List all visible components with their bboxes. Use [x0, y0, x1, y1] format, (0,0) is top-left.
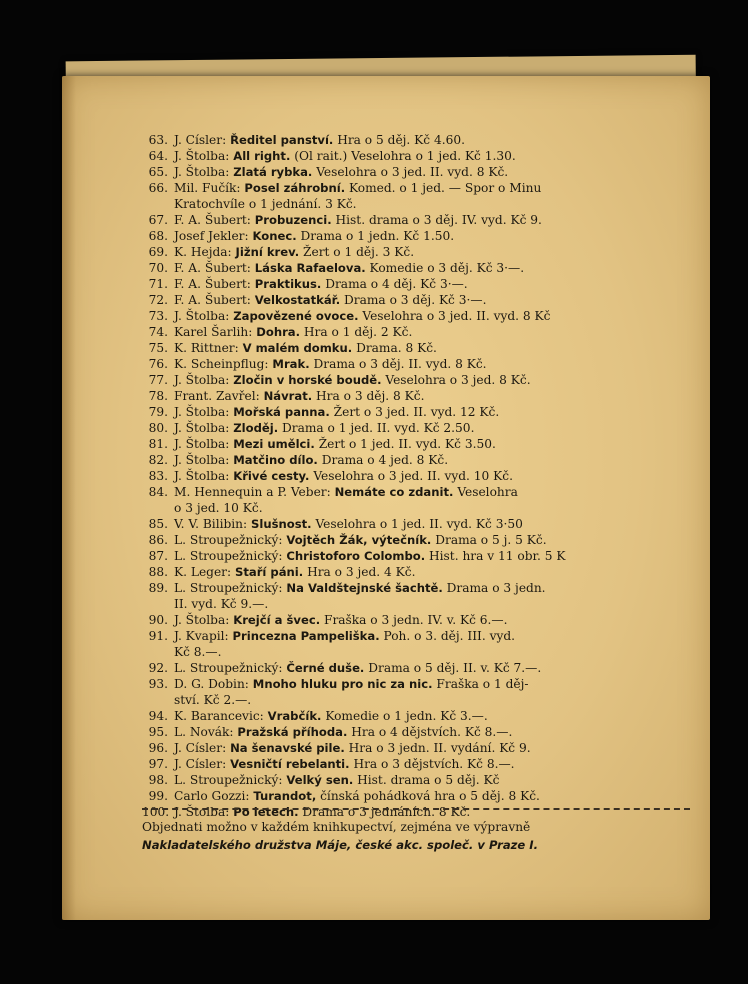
entry-number: 100.: [142, 805, 170, 819]
entry-author: J. Císler:: [174, 757, 227, 771]
entry-title: Návrat.: [263, 389, 313, 403]
entry-author: D. G. Dobin:: [174, 677, 249, 691]
catalog-entry: [142, 612, 704, 628]
entry-text: [174, 132, 704, 148]
entry-number: 63.: [148, 133, 168, 147]
entry-title: Princezna Pampeliška.: [232, 629, 380, 643]
entry-text: [174, 180, 704, 212]
entry-author: L. Stroupežnický:: [174, 533, 283, 547]
entry-number: 67.: [148, 213, 168, 227]
entry-number: 72.: [148, 293, 168, 307]
catalog-entry: [142, 708, 704, 724]
catalog-entry: [142, 484, 704, 516]
entry-details: Žert o 1 děj. 3 Kč.: [303, 245, 415, 259]
entry-title: V malém domku.: [242, 341, 353, 355]
entry-author: J. Císler:: [174, 133, 227, 147]
catalog-entry: [142, 356, 704, 372]
entry-details: Hra o 3 děj. 8 Kč.: [316, 389, 425, 403]
entry-number: 69.: [148, 245, 168, 259]
entry-text: [174, 452, 704, 468]
entry-number: 91.: [148, 629, 168, 643]
entry-details: Hist. drama o 5 děj. Kč: [357, 773, 500, 787]
entry-number: 82.: [148, 453, 168, 467]
entry-details: Veselohra o 3 jed. II. vyd. 8 Kč: [362, 309, 551, 323]
entry-author: L. Stroupežnický:: [174, 661, 283, 675]
catalog-entry: [142, 724, 704, 740]
entry-title: Mrak.: [272, 357, 310, 371]
entry-title: Dohra.: [256, 325, 301, 339]
entry-text: [174, 308, 704, 324]
entry-text: [174, 740, 704, 756]
entry-details: čínská pohádková hra o 5 děj. 8 Kč.: [320, 789, 540, 803]
catalog-entry: [142, 468, 704, 484]
entry-text: [174, 404, 704, 420]
entry-title: Turandot,: [253, 789, 317, 803]
entry-number: 94.: [148, 709, 168, 723]
entry-details: Veselohra o 3 jed. II. vyd. 8 Kč.: [316, 165, 509, 179]
entry-number: 70.: [148, 261, 168, 275]
entry-details: Drama o 5 j. 5 Kč.: [435, 533, 547, 547]
entry-title: Po letech.: [233, 805, 299, 819]
entry-author: M. Hennequin a P. Veber:: [174, 485, 331, 499]
catalog-entry: [142, 404, 704, 420]
entry-author: V. V. Bilibin:: [174, 517, 248, 531]
entry-number: 86.: [148, 533, 168, 547]
entry-author: F. A. Šubert:: [174, 277, 251, 291]
entry-continuation: II. vyd. Kč 9.—.: [174, 597, 269, 611]
entry-title: Zloděj.: [233, 421, 279, 435]
entry-author: Frant. Zavřel:: [174, 389, 260, 403]
entry-title: Matčino dílo.: [233, 453, 318, 467]
entry-author: J. Štolba:: [174, 437, 230, 451]
catalog-entry: [142, 308, 704, 324]
entry-number: 73.: [148, 309, 168, 323]
entry-title: Na Valdštejnské šachtě.: [286, 581, 443, 595]
entry-number: 98.: [148, 773, 168, 787]
entry-title: Zločin v horské boudě.: [233, 373, 382, 387]
entry-details: Hra o 3 jedn. II. vydání. Kč 9.: [348, 741, 531, 755]
entry-number: 83.: [148, 469, 168, 483]
catalog-entry: [142, 548, 704, 564]
entry-number: 64.: [148, 149, 168, 163]
entry-title: Na šenavské pile.: [230, 741, 345, 755]
entry-details: Fraška o 3 jedn. IV. v. Kč 6.—.: [323, 613, 508, 627]
entry-number: 66.: [148, 181, 168, 195]
entry-text: [174, 772, 704, 788]
entry-author: Carlo Gozzi:: [174, 789, 250, 803]
entry-author: J. Štolba:: [174, 421, 230, 435]
entry-author: F. A. Šubert:: [174, 213, 251, 227]
catalog-entry: [142, 148, 704, 164]
entry-continuation: Kč 8.—.: [174, 645, 222, 659]
entry-text: [174, 468, 704, 484]
entry-text: [174, 516, 704, 532]
entry-details: Hra o 1 děj. 2 Kč.: [303, 325, 413, 339]
entry-continuation: Kratochvíle o 1 jednání. 3 Kč.: [174, 197, 357, 211]
entry-text: [174, 724, 704, 740]
entry-text: [174, 420, 704, 436]
entry-number: 92.: [148, 661, 168, 675]
catalog-entry: [142, 740, 704, 756]
entry-title: Staří páni.: [234, 565, 304, 579]
catalog-entry: [142, 628, 704, 660]
entry-text: [174, 628, 704, 660]
entry-details: Hra o 3 jed. 4 Kč.: [307, 565, 416, 579]
entry-title: Vojtěch Žák, výtečník.: [286, 533, 432, 547]
entry-number: 85.: [148, 517, 168, 531]
entry-author: J. Císler:: [174, 741, 227, 755]
entry-title: Krejčí a švec.: [233, 613, 321, 627]
entry-author: K. Scheinpflug:: [174, 357, 269, 371]
entry-title: Mořská panna.: [233, 405, 330, 419]
catalog-entry: [142, 372, 704, 388]
catalog-entry: [142, 788, 704, 804]
entry-author: F. A. Šubert:: [174, 261, 251, 275]
entry-number: 90.: [148, 613, 168, 627]
entry-title: Černé duše.: [286, 661, 365, 675]
entry-number: 65.: [148, 165, 168, 179]
entry-text: [174, 484, 704, 516]
entry-number: 78.: [148, 389, 168, 403]
entry-details: Veselohra: [457, 485, 518, 499]
catalog-entry: [142, 292, 704, 308]
entry-title: All right.: [233, 149, 291, 163]
entry-number: 76.: [148, 357, 168, 371]
entry-author: K. Hejda:: [174, 245, 232, 259]
entry-title: Posel záhrobní.: [244, 181, 346, 195]
catalog-entry: [142, 180, 704, 212]
entry-details: Drama o 3 jedn.: [446, 581, 546, 595]
entry-title: Nemáte co zdanit.: [334, 485, 454, 499]
entry-details: Hra o 5 děj. Kč 4.60.: [337, 133, 465, 147]
entry-title: Vrabčík.: [267, 709, 322, 723]
entry-title: Zlatá rybka.: [233, 165, 313, 179]
entry-text: [174, 436, 704, 452]
catalog-entry: [142, 132, 704, 148]
dashed-divider: [142, 808, 690, 810]
catalog-entry: [142, 388, 704, 404]
entry-number: 74.: [148, 325, 168, 339]
catalog-entry: [142, 660, 704, 676]
entry-author: J. Štolba:: [174, 453, 230, 467]
entry-details: Drama. 8 Kč.: [356, 341, 437, 355]
entry-author: J. Štolba:: [174, 469, 230, 483]
catalog-entry: [142, 580, 704, 612]
entry-text: [174, 756, 704, 772]
entry-details: Komedie o 3 děj. Kč 3·—.: [369, 261, 525, 275]
entry-author: L. Stroupežnický:: [174, 549, 283, 563]
entry-details: Drama o 5 děj. II. v. Kč 7.—.: [368, 661, 542, 675]
entry-number: 93.: [148, 677, 168, 691]
catalog-entry: [142, 164, 704, 180]
entry-text: [174, 676, 704, 708]
entry-number: 68.: [148, 229, 168, 243]
entry-number: 97.: [148, 757, 168, 771]
entry-text: [174, 660, 704, 676]
entry-text: [174, 292, 704, 308]
entry-number: 79.: [148, 405, 168, 419]
catalog-entry: [142, 244, 704, 260]
entry-details: Komed. o 1 jed. — Spor o Minu: [348, 181, 542, 195]
entry-author: J. Štolba:: [174, 805, 230, 819]
entry-details: Hist. drama o 3 děj. IV. vyd. Kč 9.: [335, 213, 542, 227]
order-notice-line1: Objednati možno v každém knihkupectví, zejména ve výpravně: [142, 820, 531, 834]
entry-title: Christoforo Colombo.: [286, 549, 426, 563]
entry-number: 96.: [148, 741, 168, 755]
entry-title: Křivé cesty.: [233, 469, 310, 483]
catalog-list: [142, 132, 704, 820]
entry-text: [174, 340, 704, 356]
entry-title: Slušnost.: [251, 517, 312, 531]
entry-author: J. Štolba:: [174, 309, 230, 323]
catalog-entry: [142, 532, 704, 548]
catalog-entry: [142, 772, 704, 788]
catalog-entry: [142, 420, 704, 436]
entry-title: Vesničtí rebelanti.: [230, 757, 350, 771]
entry-details: Žert o 3 jed. II. vyd. 12 Kč.: [333, 405, 500, 419]
entry-details: Veselohra o 3 jed. 8 Kč.: [385, 373, 531, 387]
entry-author: J. Štolba:: [174, 613, 230, 627]
entry-number: 89.: [148, 581, 168, 595]
entry-details: Hra o 4 dějstvích. Kč 8.—.: [351, 725, 513, 739]
entry-text: [174, 708, 704, 724]
entry-title: Láska Rafaelova.: [254, 261, 366, 275]
entry-details: Veselohra o 1 jed. II. vyd. Kč 3·50: [315, 517, 523, 531]
entry-title: Zapovězené ovoce.: [233, 309, 359, 323]
entry-details: Drama o 3 jednáních. 8 Kč.: [302, 805, 471, 819]
entry-author: L. Novák:: [174, 725, 234, 739]
entry-title: Velkostatkář.: [254, 293, 341, 307]
catalog-entry: [142, 756, 704, 772]
catalog-entry: [142, 564, 704, 580]
entry-number: 81.: [148, 437, 168, 451]
entry-details: Drama o 3 děj. II. vyd. 8 Kč.: [313, 357, 487, 371]
entry-author: Josef Jekler:: [174, 229, 249, 243]
entry-details: Fraška o 1 děj-: [436, 677, 529, 691]
entry-text: [174, 580, 704, 612]
entry-details: (Ol rait.) Veselohra o 1 jed. Kč 1.30.: [294, 149, 516, 163]
entry-author: J. Štolba:: [174, 373, 230, 387]
catalog-entry: [142, 436, 704, 452]
catalog-entry: [142, 276, 704, 292]
entry-continuation: o 3 jed. 10 Kč.: [174, 501, 263, 515]
entry-text: [174, 244, 704, 260]
entry-title: Probuzenci.: [254, 213, 332, 227]
entry-text: [174, 356, 704, 372]
entry-text: [174, 532, 704, 548]
entry-author: K. Rittner:: [174, 341, 239, 355]
order-notice-line2: Nakladatelského družstva Máje, české akc. společ. v Praze I.: [142, 838, 539, 852]
entry-text: [174, 228, 704, 244]
entry-title: Velký sen.: [286, 773, 354, 787]
entry-details: Komedie o 1 jedn. Kč 3.—.: [325, 709, 488, 723]
entry-author: J. Štolba:: [174, 405, 230, 419]
entry-text: [174, 564, 704, 580]
entry-author: J. Štolba:: [174, 165, 230, 179]
entry-details: Drama o 4 děj. Kč 3·—.: [325, 277, 468, 291]
entry-details: Hra o 3 dějstvích. Kč 8.—.: [353, 757, 515, 771]
catalog-entry: [142, 212, 704, 228]
entry-number: 95.: [148, 725, 168, 739]
entry-text: [174, 164, 704, 180]
catalog-entry: [142, 260, 704, 276]
entry-author: J. Kvapil:: [174, 629, 229, 643]
entry-details: Žert o 1 jed. II. vyd. Kč 3.50.: [318, 437, 496, 451]
entry-number: 87.: [148, 549, 168, 563]
catalog-entry: [142, 228, 704, 244]
entry-title: Mezi umělci.: [233, 437, 315, 451]
order-notice: [142, 818, 702, 854]
catalog-page: [62, 76, 710, 920]
entry-author: K. Barancevic:: [174, 709, 264, 723]
entry-number: 75.: [148, 341, 168, 355]
entry-text: [174, 148, 704, 164]
entry-text: [174, 212, 704, 228]
entry-author: Mil. Fučík:: [174, 181, 241, 195]
entry-number: 80.: [148, 421, 168, 435]
catalog-entry: [142, 516, 704, 532]
entry-title: Ředitel panství.: [230, 133, 334, 147]
entry-text: [174, 788, 704, 804]
entry-number: 84.: [148, 485, 168, 499]
entry-details: Drama o 4 jed. 8 Kč.: [321, 453, 449, 467]
entry-number: 77.: [148, 373, 168, 387]
entry-author: K. Leger:: [174, 565, 232, 579]
entry-details: Veselohra o 3 jed. II. vyd. 10 Kč.: [313, 469, 513, 483]
entry-details: Drama o 1 jed. II. vyd. Kč 2.50.: [281, 421, 475, 435]
entry-title: Konec.: [252, 229, 297, 243]
entry-details: Drama o 1 jedn. Kč 1.50.: [300, 229, 455, 243]
entry-continuation: ství. Kč 2.—.: [174, 693, 252, 707]
entry-author: J. Štolba:: [174, 149, 230, 163]
entry-details: Drama o 3 děj. Kč 3·—.: [344, 293, 487, 307]
entry-text: [174, 276, 704, 292]
catalog-entry: [142, 340, 704, 356]
entry-text: [174, 548, 704, 564]
entry-details: Hist. hra v 11 obr. 5 K: [429, 549, 566, 563]
entry-text: [174, 372, 704, 388]
entry-number: 99.: [148, 789, 168, 803]
catalog-entry: [142, 452, 704, 468]
entry-number: 88.: [148, 565, 168, 579]
entry-title: Jižní krev.: [235, 245, 300, 259]
entry-author: L. Stroupežnický:: [174, 773, 283, 787]
entry-text: [174, 324, 704, 340]
entry-author: L. Stroupežnický:: [174, 581, 283, 595]
entry-author: F. A. Šubert:: [174, 293, 251, 307]
entry-details: Poh. o 3. děj. III. vyd.: [383, 629, 516, 643]
entry-number: 71.: [148, 277, 168, 291]
catalog-entry: [142, 324, 704, 340]
entry-author: Karel Šarlih:: [174, 325, 253, 339]
entry-title: Mnoho hluku pro nic za nic.: [252, 677, 433, 691]
entry-text: [174, 260, 704, 276]
entry-title: Praktikus.: [254, 277, 322, 291]
entry-text: [174, 612, 704, 628]
entry-text: [174, 388, 704, 404]
catalog-entry: [142, 676, 704, 708]
entry-title: Pražská příhoda.: [237, 725, 348, 739]
